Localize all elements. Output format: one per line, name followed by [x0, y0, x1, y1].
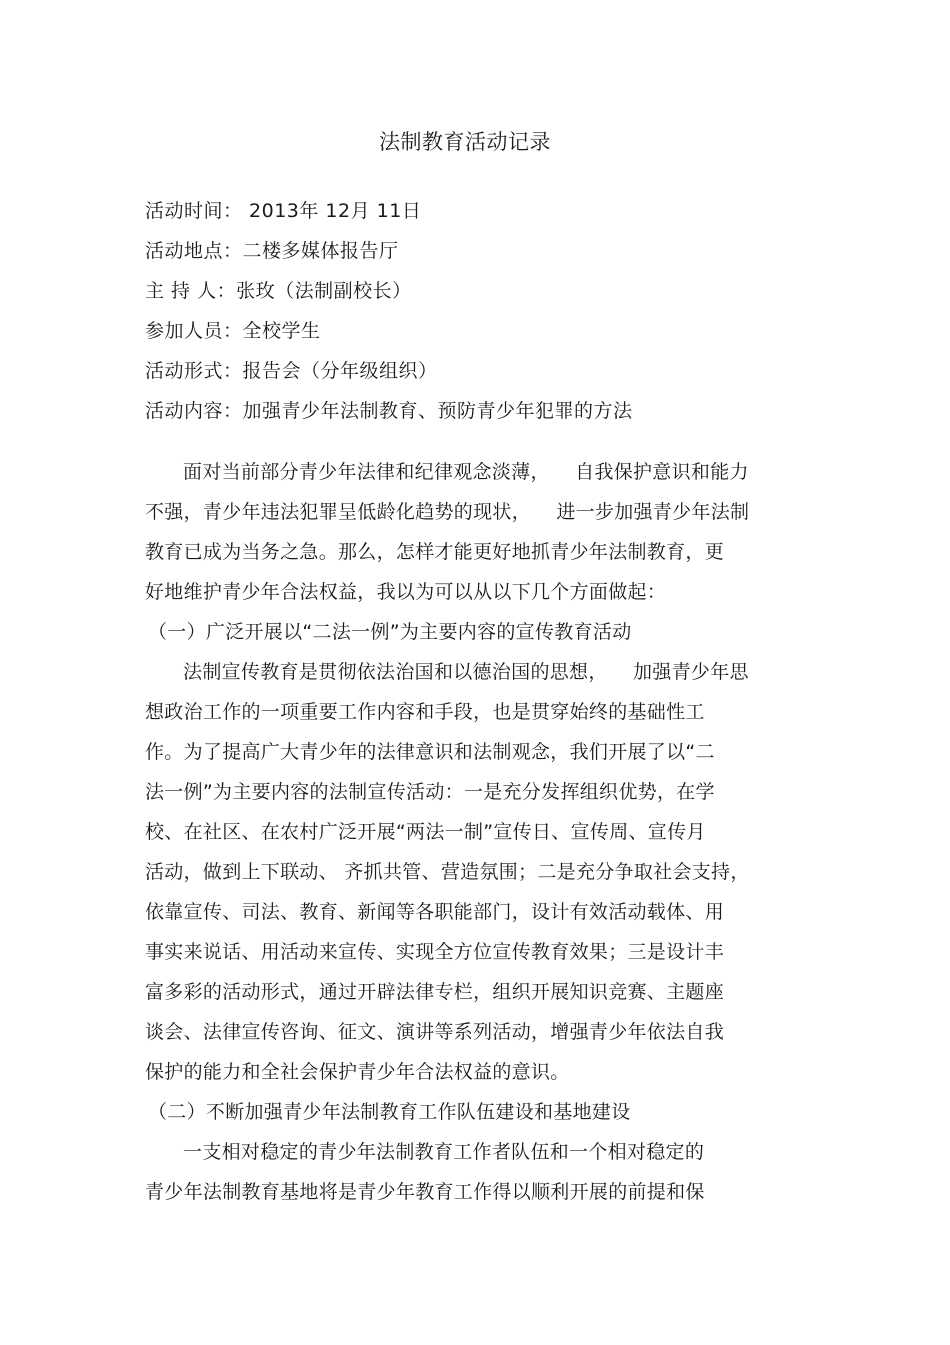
meta-content: 活动内容：加强青少年法制教育、预防青少年犯罪的方法: [145, 400, 633, 422]
document-title: 法制教育活动记录: [379, 130, 551, 154]
text-line: 面对当前部分青少年法律和纪律观念淡薄， 自我保护意识和能力: [145, 461, 749, 483]
meta-time: 活动时间： 2013年 12月 11日: [145, 200, 422, 222]
meta-location: 活动地点：二楼多媒体报告厅: [145, 240, 399, 262]
section-heading-1: （一）广泛开展以“二法一例”为主要内容的宣传教育活动: [148, 621, 632, 643]
paragraph-intro: [145, 452, 810, 612]
paragraph-section-1: [145, 652, 810, 1092]
text-line: 富多彩的活动形式，通过开辟法律专栏，组织开展知识竞赛、主题座: [145, 981, 725, 1003]
text-line: 校、在社区、在农村广泛开展“两法一制”宣传日、宣传周、宣传月: [145, 821, 706, 843]
text-line: 想政治工作的一项重要工作内容和手段，也是贯穿始终的基础性工: [145, 701, 705, 723]
text-line: 事实来说话、用活动来宣传、实现全方位宣传教育效果；三是设计丰: [145, 941, 725, 963]
section-heading-2: （二）不断加强青少年法制教育工作队伍建设和基地建设: [148, 1101, 631, 1123]
text-line: 好地维护青少年合法权益，我以为可以从以下几个方面做起：: [145, 581, 667, 603]
text-line: 谈会、法律宣传咨询、征文、演讲等系列活动，增强青少年依法自我: [145, 1021, 725, 1043]
text-line: 依靠宣传、司法、教育、新闻等各职能部门，设计有效活动载体、用: [145, 901, 725, 923]
text-line: 法制宣传教育是贯彻依法治国和以德治国的思想， 加强青少年思: [145, 661, 749, 683]
text-line: 青少年法制教育基地将是青少年教育工作得以顺利开展的前提和保: [145, 1181, 705, 1203]
meta-format: 活动形式：报告会（分年级组织）: [145, 360, 438, 382]
text-line: 不强，青少年违法犯罪呈低龄化趋势的现状， 进一步加强青少年法制: [145, 501, 750, 523]
text-line: 教育已成为当务之急。那么，怎样才能更好地抓青少年法制教育，更: [145, 541, 725, 563]
meta-host: 主 持 人：张玫（法制副校长）: [145, 280, 412, 302]
text-line: 法一例”为主要内容的法制宣传活动：一是充分发挥组织优势，在学: [145, 781, 715, 803]
meta-participants: 参加人员：全校学生: [145, 320, 321, 342]
paragraph-section-2: [145, 1132, 810, 1212]
document-body: [145, 452, 810, 1212]
text-line: 活动，做到上下联动、 齐抓共管、营造氛围；二是充分争取社会支持，: [145, 861, 750, 883]
text-line: 一支相对稳定的青少年法制教育工作者队伍和一个相对稳定的: [145, 1141, 705, 1163]
activity-meta: [145, 191, 865, 431]
text-line: 保护的能力和全社会保护青少年合法权益的意识。: [145, 1061, 570, 1083]
text-line: 作。为了提高广大青少年的法律意识和法制观念，我们开展了以“二: [145, 741, 715, 763]
